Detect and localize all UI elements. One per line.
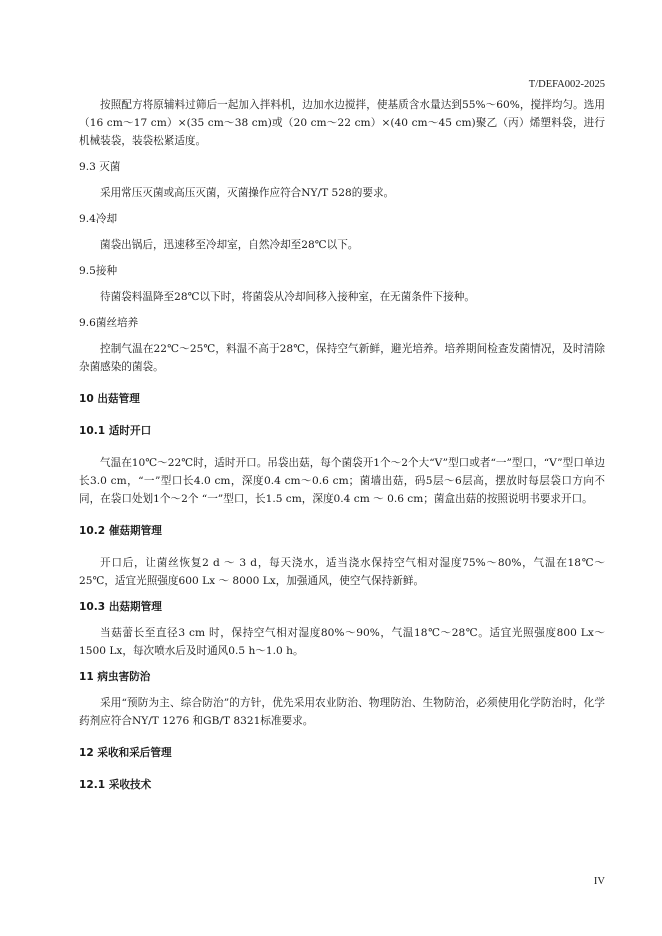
paragraph-9-3: 采用常压灭菌或高压灭菌，灭菌操作应符合NY/T 528的要求。 (100, 187, 395, 199)
heading-10: 10 出菇管理 (79, 393, 140, 405)
paragraph-10-2: 开口后，让菌丝恢复2 d ～ 3 d，每天浇水，适当浇水保持空气相对湿度75%～80%，气温在18℃～25℃，适宜光照强度600 Lx ～ 8000 Lx，加强通风，使空气保持新鲜。 (79, 557, 605, 587)
paragraph-10-3: 当菇蕾长至直径3 cm 时，保持空气相对湿度80%～90%，气温18℃～28℃。适宜光照强度800 Lx～1500 Lx，每次喷水后及时通风0.5 h～1.0 h。 (79, 627, 605, 657)
heading-10-2: 10.2 催菇期管理 (79, 525, 162, 537)
document-code: T/DEFA002-2025 (528, 79, 605, 90)
heading-9-4: 9.4冷却 (79, 213, 118, 225)
paragraph-9-4: 菌袋出锅后，迅速移至冷却室，自然冷却至28℃以下。 (100, 239, 359, 251)
heading-12: 12 采收和采后管理 (79, 747, 172, 759)
paragraph-9-5: 待菌袋料温降至28℃以下时，将菌袋从冷却间移入接种室，在无菌条件下接种。 (100, 291, 475, 303)
paragraph-11: 采用“预防为主、综合防治”的方针，优先采用农业防治、物理防治、生物防治，必须使用化学防治时，化学药剂应符合NY/T 1276 和GB/T 8321标准要求。 (79, 697, 605, 727)
page-number: IV (593, 876, 605, 887)
paragraph-bagging: 按照配方将原辅料过筛后一起加入拌料机，边加水边搅拌，使基质含水量达到55%～60%，搅拌均匀。选用（16 cm～17 cm）×(35 cm～38 cm)或（20 cm～22 cm）×(40 cm～45 cm)聚乙（丙）烯塑料袋，进行机械装袋，装袋松紧适度。 (79, 99, 605, 147)
heading-9-6: 9.6菌丝培养 (79, 317, 139, 329)
document-body (79, 96, 605, 794)
heading-9-5: 9.5接种 (79, 265, 118, 277)
heading-12-1: 12.1 采收技术 (79, 779, 152, 791)
paragraph-10-1: 气温在10℃～22℃时，适时开口。吊袋出菇，每个菌袋开1个～2个大“V”型口或者“一”型口，“V”型口单边长3.0 cm，“一”型口长4.0 cm，深度0.4 cm～0.6 cm；菌墙出菇，码5层～6层高，摆放时每层袋口方向不同，在袋口处划1个～2个 “一”型口，长1.5 cm，深度0.4 cm ～ 0.6 cm；菌盒出菇的按照说明书要求开口。 (79, 457, 605, 505)
heading-9-3: 9.3 灭菌 (79, 161, 121, 173)
paragraph-9-6: 控制气温在22℃～25℃，料温不高于28℃，保持空气新鲜，避光培养。培养期间检查发菌情况，及时清除杂菌感染的菌袋。 (79, 343, 605, 373)
heading-10-3: 10.3 出菇期管理 (79, 601, 162, 613)
heading-10-1: 10.1 适时开口 (79, 425, 152, 437)
heading-11: 11 病虫害防治 (79, 671, 151, 683)
